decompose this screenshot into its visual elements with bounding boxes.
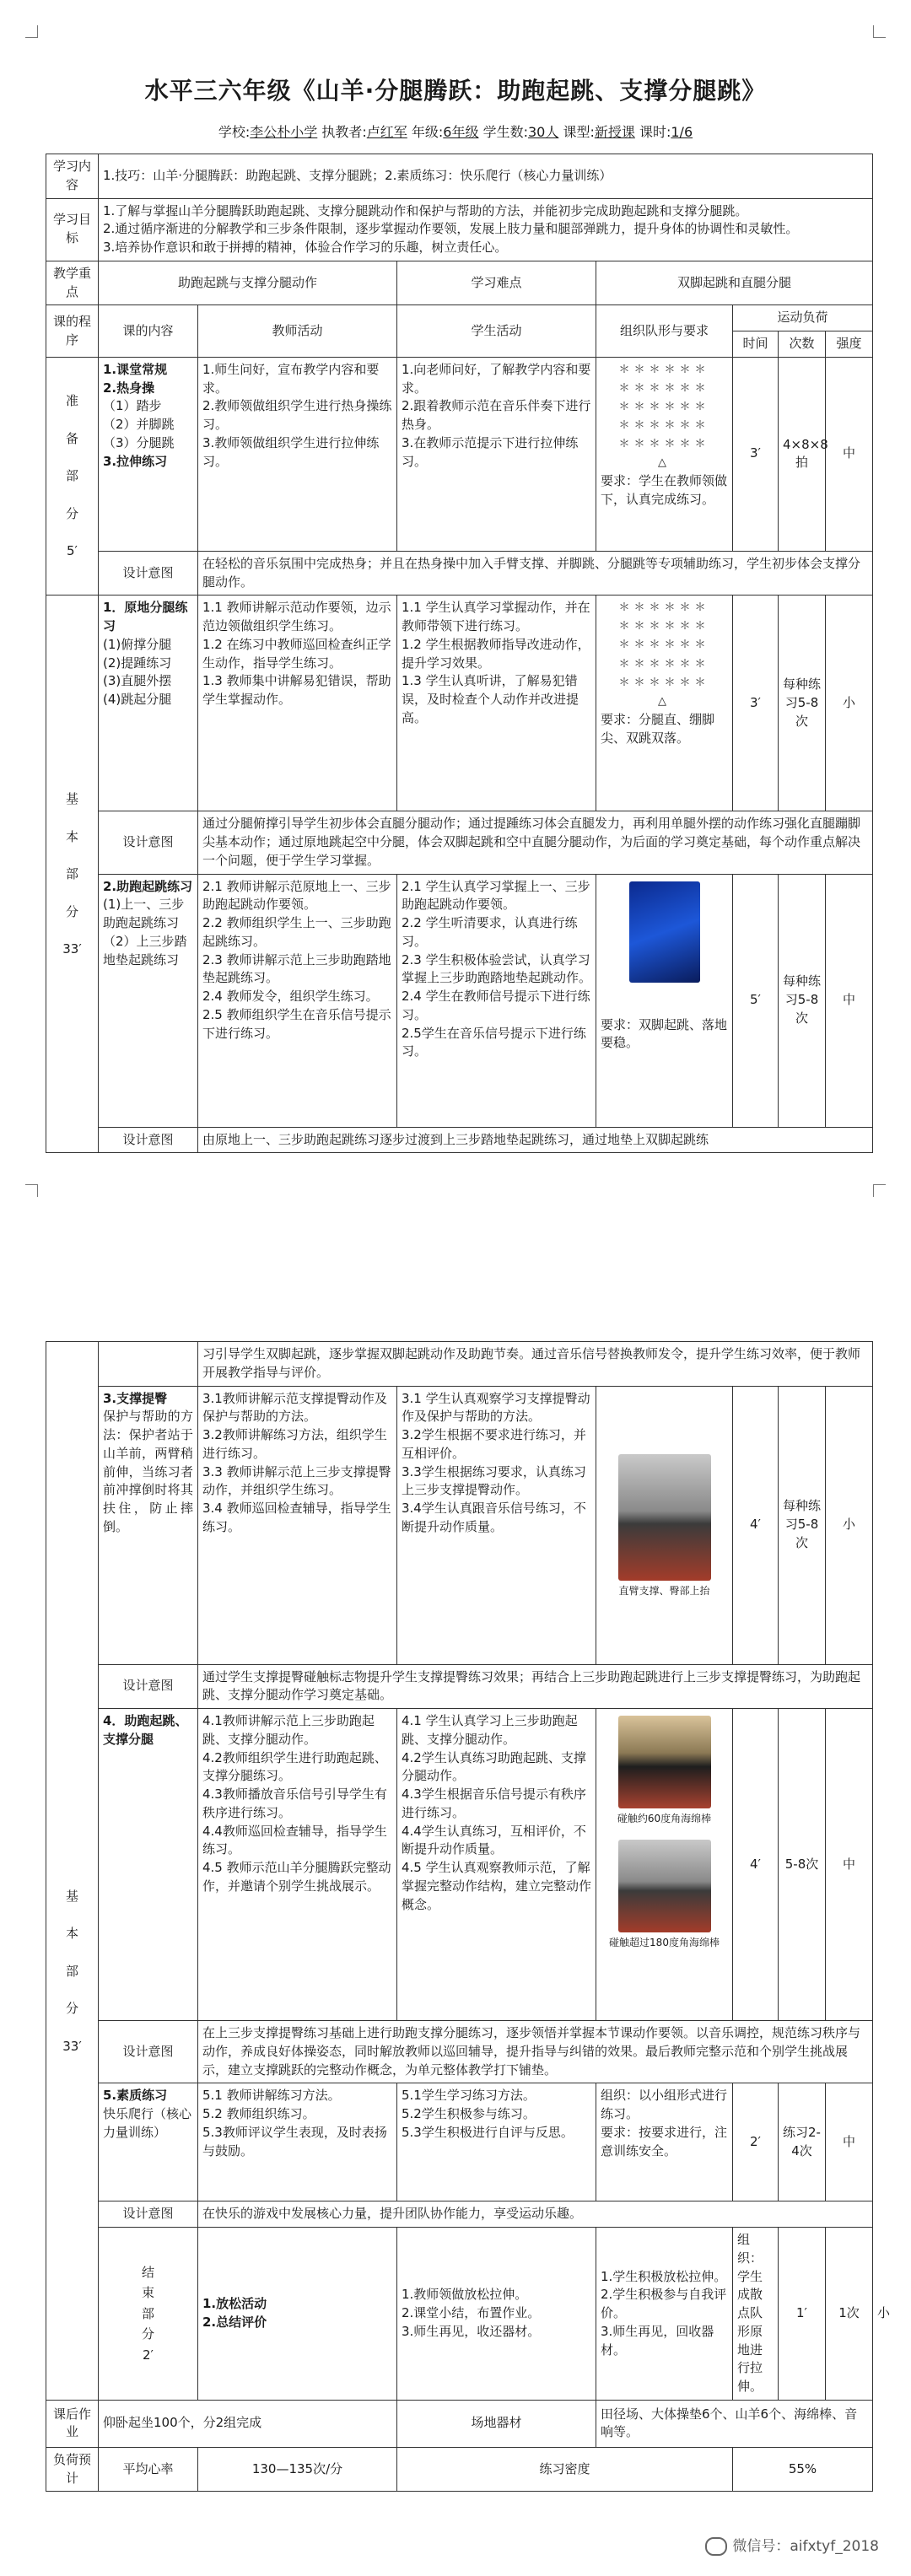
header-row <box>46 305 873 331</box>
basic3-content <box>99 1386 198 1664</box>
basic1-design: 通过分腿俯撑引导学生初步体会直腿分腿动作；通过提踵练习体会直腿发力，再利用单腿外摆的动作练习强化直腿蹦脚尖基本动作；通过原地跳起空中分腿，体会双脚起跳和空中直腿分腿动作，为后面的学习奠定基础，每个动作重点解决一个问题，便于学生学习掌握。 <box>198 811 873 874</box>
basic1-time: 3′ <box>733 595 779 811</box>
org-line: 要求：按要求进行，注意训练安全。 <box>601 2124 728 2158</box>
prep-row <box>46 357 873 551</box>
content-line: 保护与帮助的方法：保护者站于山羊前，两臂稍前伸，当练习者前冲撑倒时将其扶住，防止摔倒。 <box>103 1409 193 1534</box>
col-header-organization: 组织队形与要求 <box>596 305 733 358</box>
basic3-design: 通过学生支撑提臀碰触标志物提升学生支撑提臀练习效果；再结合上三步助跑起跳进行上三步支撑提臀练习，为助跑起跳、支撑分腿动作学习奠定基础。 <box>198 1664 873 1709</box>
grade-value: 6年级 <box>443 124 479 140</box>
col-header-teacher: 教师活动 <box>198 305 397 358</box>
stage-end <box>99 2228 198 2401</box>
design-label: 设计意图 <box>99 551 198 595</box>
homework-label: 课后作业 <box>46 2400 99 2447</box>
content-line: 1.课堂常规 <box>103 361 168 377</box>
load-row <box>46 2447 873 2492</box>
end-count: 1次 <box>826 2228 873 2401</box>
student-step: 1.2 学生根据教师指导改进动作，提升学习效果。 <box>402 636 590 671</box>
student-step: 4.1 学生认真学习上三步助跑起跳、支撑分腿动作。 <box>402 1713 578 1747</box>
content-label: 学习内容 <box>46 154 99 199</box>
document-page-2 <box>0 1282 911 2576</box>
basic3-time: 4′ <box>733 1386 779 1664</box>
stage-char: 部 <box>141 2305 154 2321</box>
basic3-row <box>46 1386 873 1664</box>
homework-text: 仰卧起坐100个，分2组完成 <box>99 2400 397 2447</box>
photo-caption: 碰触超过180度角海绵棒 <box>609 1937 720 1949</box>
student-step: 3.4学生认真跟音乐信号练习，不断提升动作质量。 <box>402 1501 586 1534</box>
basic2-design-part2: 习引导学生双脚起跳，逐步掌握双脚起跳动作及助跑节奏。通过音乐信号替换教师发令，提升学生练习效率，便于教师开展教学指导与评价。 <box>198 1342 873 1387</box>
formation-requirement: 要求：分腿直、绷脚尖、双跳双落。 <box>601 711 715 746</box>
basic3-count: 每种练习5-8次 <box>779 1386 826 1664</box>
formation-requirement: 要求：双脚起跳、落地要稳。 <box>601 1016 728 1051</box>
basic1-design-row <box>46 811 873 874</box>
content-line: （3）分腿跳 <box>103 434 175 450</box>
col-header-content: 课的内容 <box>99 305 198 358</box>
end-student <box>596 2228 733 2401</box>
vault-photo <box>618 1840 711 1932</box>
stage-char: 基 <box>65 791 78 806</box>
content-line: 3.拉伸练习 <box>103 453 168 469</box>
teacher-step: 3.3 教师讲解示范上三步支撑提臀动作，并组织学生练习。 <box>202 1463 391 1498</box>
content-line: 快乐爬行（核心力量训练） <box>103 2106 192 2140</box>
teacher-step: 4.4教师巡回检查辅导，指导学生练习。 <box>202 1823 387 1857</box>
stage-char: 部 <box>65 468 78 484</box>
basic4-content <box>99 1709 198 2021</box>
prep-teacher <box>198 357 397 551</box>
vault-photo <box>618 1716 711 1808</box>
stage-char: 结 <box>141 2264 154 2280</box>
school-value: 李公朴小学 <box>250 124 318 140</box>
goals-label: 学习目标 <box>46 198 99 261</box>
basic2-design-row <box>46 1127 873 1153</box>
goals-row <box>46 198 873 261</box>
wechat-icon <box>705 2537 727 2556</box>
meta-label: 课时: <box>639 124 671 140</box>
basic2-design-cont-row <box>46 1342 873 1387</box>
meta-label: 学生数: <box>482 124 528 140</box>
content-line: 2.总结评价 <box>202 2314 267 2330</box>
density-label: 练习密度 <box>397 2447 733 2492</box>
difficulty-text: 双脚起跳和直腿分腿 <box>596 261 873 305</box>
teacher-step: 3.1教师讲解示范支撑提臀动作及保护与帮助的方法。 <box>202 1390 387 1425</box>
student-step: 5.1学生学习练习方法。 <box>402 2088 536 2104</box>
key-row <box>46 261 873 305</box>
student-step: 3.师生再见，回收器材。 <box>601 2323 714 2358</box>
basic2-intensity: 中 <box>826 874 873 1127</box>
end-row: 结 束 部 分 2′ 1.放松活动 2.总结评价 1.教师领做放松拉伸。 2.课堂小结，布置作业。 3.师生再见，收还器材。 1.学生积极放松拉伸。 2.学生积极参与自我评价。 3.师生再见，回收器材。 组织：学生成散点队形原地进行拉伸。 1′ 1次 小 <box>46 2228 873 2401</box>
basic2-count: 每种练习5-8次 <box>779 874 826 1127</box>
basic1-teacher <box>198 595 397 811</box>
stage-char: 束 <box>141 2285 154 2301</box>
crop-mark <box>873 1184 886 1197</box>
teacher-marker: △ <box>658 694 671 708</box>
basic2-content <box>99 874 198 1127</box>
lesson-meta <box>0 121 911 141</box>
teacher-step: 3.教师领做组织学生进行拉伸练习。 <box>202 434 380 469</box>
student-step: 2.2 学生听清要求，认真进行练习。 <box>402 915 578 949</box>
teacher-step: 5.3教师评议学生表现，及时表扬与鼓励。 <box>202 2124 387 2158</box>
basic5-row <box>46 2083 873 2201</box>
basic5-intensity: 中 <box>826 2083 873 2201</box>
formation-row: ＊＊＊＊＊＊ <box>618 381 710 395</box>
col-header-intensity: 强度 <box>826 331 873 358</box>
teacher-step: 2.1 教师讲解示范原地上一、三步助跑起跳动作要领。 <box>202 878 391 913</box>
teacher-step: 4.5 教师示范山羊分腿腾跃完整动作，并邀请个别学生挑战展示。 <box>202 1860 391 1894</box>
design-label: 设计意图 <box>99 1664 198 1709</box>
stage-char: 分 <box>65 2001 78 2017</box>
teacher-step: 4.1教师讲解示范上三步助跑起跳、支撑分腿动作。 <box>202 1713 375 1747</box>
teacher-step: 1.师生问好，宣布教学内容和要求。 <box>202 361 380 396</box>
basic5-student <box>397 2083 596 2201</box>
content-line: (1)俯撑分腿 <box>103 636 172 652</box>
stage-char: 5′ <box>67 543 78 559</box>
formation-row: ＊＊＊＊＊＊ <box>618 438 710 451</box>
stage-char: 本 <box>65 1926 78 1942</box>
meta-label: 执教者: <box>321 124 367 140</box>
basic1-intensity: 小 <box>826 595 873 811</box>
student-step: 4.5 学生认真观察教师示范，了解掌握完整动作结构，建立完整动作概念。 <box>402 1860 592 1912</box>
content-line: (3)直腿外摆 <box>103 673 172 689</box>
goals-cell <box>99 198 873 261</box>
basic2-teacher <box>198 874 397 1127</box>
content-line: 1．原地分腿练习 <box>103 600 188 633</box>
teacher-step: 1.3 教师集中讲解易犯错误，帮助学生掌握动作。 <box>202 673 391 707</box>
formation-diagram <box>601 599 728 711</box>
stage-char: 本 <box>65 828 78 844</box>
basic1-content <box>99 595 198 811</box>
design-label: 设计意图 <box>99 2201 198 2228</box>
teacher-value: 卢红军 <box>366 124 407 140</box>
goal-item: 1.了解与掌握山羊分腿腾跃助跑起跳、支撑分腿跳动作和保护与帮助的方法，并能初步完成助跑起跳和支撑分腿跳。 <box>103 202 748 218</box>
formation-row: ＊＊＊＊＊＊ <box>618 639 710 652</box>
col-header-student: 学生活动 <box>397 305 596 358</box>
student-step: 4.4学生认真练习，互相评价，不断提升动作质量。 <box>402 1823 586 1857</box>
content-line: （1）踏步 <box>103 398 162 414</box>
formation-row: ＊＊＊＊＊＊ <box>618 400 710 413</box>
basic3-formation <box>596 1386 733 1664</box>
prep-formation <box>596 357 733 551</box>
content-line: （2）上三步踏地垫起跳练习 <box>103 933 187 967</box>
teacher-step: 2.教师领做组织学生进行热身操练习。 <box>202 398 392 432</box>
basic2-design-part1: 由原地上一、三步助跑起跳练习逐步过渡到上三步踏地垫起跳练习，通过地垫上双脚起跳练 <box>198 1127 873 1153</box>
design-label: 设计意图 <box>99 811 198 874</box>
meta-label: 年级: <box>411 124 444 140</box>
teacher-step: 1.2 在练习中教师巡回检查纠正学生动作，指导学生练习。 <box>202 636 391 671</box>
teacher-step: 2.3 教师讲解示范上三步助跑踏地垫起跳练习。 <box>202 951 391 986</box>
student-step: 5.3学生积极进行自评与反思。 <box>402 2124 574 2140</box>
basic5-teacher <box>198 2083 397 2201</box>
students-value: 30人 <box>527 124 559 140</box>
design-label: 设计意图 <box>99 1127 198 1153</box>
basic3-teacher <box>198 1386 397 1664</box>
student-step: 1.向老师问好，了解教学内容和要求。 <box>402 361 591 396</box>
student-step: 4.2学生认真练习助跑起跳、支撑分腿动作。 <box>402 1749 586 1784</box>
watermark-text: 微信号：aifxtyf_2018 <box>732 2538 879 2555</box>
basic4-design-row <box>46 2021 873 2083</box>
lesson-type-value: 新授课 <box>594 124 635 140</box>
basic4-teacher <box>198 1709 397 2021</box>
col-header-part: 课的程序 <box>46 305 99 358</box>
teacher-step: 2.4 教师发令，组织学生练习。 <box>202 989 379 1004</box>
meta-label: 学校: <box>218 124 251 140</box>
stage-char: 基 <box>65 1888 78 1904</box>
crop-mark <box>25 25 38 38</box>
content-line: 1.放松活动 <box>202 2296 267 2312</box>
content-line: （2）并脚跳 <box>103 417 175 432</box>
stage-char: 分 <box>65 903 78 919</box>
venue-label: 场地器材 <box>397 2400 596 2447</box>
basic1-formation <box>596 595 733 811</box>
end-org: 组织：学生成散点队形原地进行拉伸。 <box>733 2228 779 2401</box>
photo-caption: 直臂支撑、臀部上抬 <box>618 1585 710 1598</box>
content-line: 2.助跑起跳练习 <box>103 878 193 894</box>
basic5-design-row <box>46 2201 873 2228</box>
stage-char: 备 <box>65 430 78 446</box>
basic2-student <box>397 874 596 1127</box>
prep-intensity: 中 <box>826 357 873 551</box>
teacher-step: 1.教师领做放松拉伸。 <box>402 2287 528 2303</box>
col-header-count: 次数 <box>779 331 826 358</box>
stage-char: 准 <box>65 393 78 409</box>
document-page-1 <box>0 0 911 1215</box>
col-header-time: 时间 <box>733 331 779 358</box>
teacher-step: 4.2教师组织学生进行助跑起跳、支撑分腿练习。 <box>202 1749 387 1784</box>
teacher-marker: △ <box>658 456 671 470</box>
teacher-step: 3.师生再见，收还器材。 <box>402 2323 541 2339</box>
basic3-student <box>397 1386 596 1664</box>
teacher-step: 3.2教师讲解练习方法，组织学生进行练习。 <box>202 1427 387 1461</box>
formation-row: ＊＊＊＊＊＊ <box>618 419 710 433</box>
student-step: 3.1 学生认真观察学习支撑提臀动作及保护与帮助的方法。 <box>402 1390 590 1425</box>
basic4-student <box>397 1709 596 2021</box>
basic4-count: 5-8次 <box>779 1709 826 2021</box>
heart-rate-value: 130—135次/分 <box>198 2447 397 2492</box>
formation-row: ＊＊＊＊＊＊ <box>618 620 710 633</box>
formation-diagram <box>601 361 728 473</box>
student-step: 3.在教师示范提示下进行拉伸练习。 <box>402 434 579 469</box>
formation-row: ＊＊＊＊＊＊ <box>618 676 710 689</box>
teacher-step: 4.3教师播放音乐信号引导学生有秩序进行练习。 <box>202 1786 387 1820</box>
end-time: 1′ <box>779 2228 826 2401</box>
stage-basic <box>46 595 99 1153</box>
stage-char: 2′ <box>143 2347 154 2363</box>
support-photo <box>618 1454 711 1581</box>
load-label: 负荷预计 <box>46 2447 99 2492</box>
stage-char: 分 <box>65 505 78 521</box>
lesson-plan-table-page1 <box>46 154 873 1153</box>
basic3-design-row <box>46 1664 873 1709</box>
basic5-design: 在快乐的游戏中发展核心力量，提升团队协作能力，享受运动乐趣。 <box>198 2201 873 2228</box>
teacher-step: 2.课堂小结，布置作业。 <box>402 2305 541 2320</box>
content-line: (1)上一、三步助跑起跳练习 <box>103 897 185 930</box>
key-label: 教学重点 <box>46 261 99 305</box>
lesson-number-value: 1/6 <box>671 124 693 140</box>
basic2-formation <box>596 874 733 1127</box>
basic1-count: 每种练习5-8次 <box>779 595 826 811</box>
formation-requirement: 要求：学生在教师领做下，认真完成练习。 <box>601 473 728 508</box>
prep-student <box>397 357 596 551</box>
stage-char: 部 <box>65 1963 78 1979</box>
homework-row <box>46 2400 873 2447</box>
photo-caption: 碰触约60度角海绵棒 <box>617 1813 712 1824</box>
teacher-step: 2.2 教师组织学生上一、三步助跑起跳练习。 <box>202 915 391 949</box>
difficulty-label: 学习难点 <box>397 261 596 305</box>
wechat-watermark <box>705 2534 879 2556</box>
content-line: 2.热身操 <box>103 380 155 396</box>
teacher-step: 5.2 教师组织练习。 <box>202 2106 315 2121</box>
empty-cell <box>99 1342 198 1387</box>
basic4-time: 4′ <box>733 1709 779 2021</box>
document-title: 水平三六年级《山羊·分腿腾跃：助跑起跳、支撑分腿跳》 <box>144 77 767 105</box>
student-step: 2.5学生在音乐信号提示下进行练习。 <box>402 1025 586 1059</box>
student-step: 5.2学生积极参与练习。 <box>402 2106 536 2121</box>
key-text: 助跑起跳与支撑分腿动作 <box>99 261 397 305</box>
col-header-load: 运动负荷 <box>733 305 873 331</box>
end-content <box>198 2228 397 2401</box>
crop-mark <box>873 25 886 38</box>
basic2-row <box>46 874 873 1127</box>
prep-content <box>99 357 198 551</box>
formation-row: ＊＊＊＊＊＊ <box>618 657 710 671</box>
heart-rate-label: 平均心率 <box>99 2447 198 2492</box>
student-step: 2.学生积极参与自我评价。 <box>601 2287 727 2320</box>
basic4-design: 在上三步支撑提臀练习基础上进行助跑支撑分腿练习，逐步领悟并掌握本节课动作要领。以音乐调控，规范练习秩序与动作，养成良好体操姿态，同时解放教师以巡回辅导，提升指导与纠错的效果。最后教师完整示范和个别学生挑战展示，建立支撑跳跃的完整动作概念，为单元整体教学打下铺垫。 <box>198 2021 873 2083</box>
formation-row: ＊＊＊＊＊＊ <box>618 601 710 615</box>
content-text: 1.技巧：山羊·分腿腾跃：助跑起跳、支撑分腿跳；2.素质练习：快乐爬行（核心力量训练） <box>99 154 873 199</box>
meta-label: 课型: <box>563 124 595 140</box>
goal-item: 3.培养协作意识和敢于拼搏的精神，体验合作学习的乐趣，树立责任心。 <box>103 240 508 255</box>
prep-count: 4×8×8拍 <box>779 357 826 551</box>
teacher-step: 3.4 教师巡回检查辅导，指导学生练习。 <box>202 1501 391 1534</box>
student-step: 2.4 学生在教师信号提示下进行练习。 <box>402 989 590 1022</box>
stage-char: 33′ <box>62 941 82 957</box>
content-line: 4．助跑起跳、支撑分腿 <box>103 1713 188 1747</box>
student-step: 3.3学生根据练习要求，认真练习上三步支撑提臀动作。 <box>402 1463 586 1498</box>
formation-row: ＊＊＊＊＊＊ <box>618 363 710 376</box>
stage-basic-cont <box>46 1342 99 2401</box>
prep-time: 3′ <box>733 357 779 551</box>
prep-design-row <box>46 551 873 595</box>
basic2-time: 5′ <box>733 874 779 1127</box>
goal-item: 2.通过循序渐进的分解教学和三步条件限制，逐步掌握动作要领，发展上肢力量和腿部弹跳力，提升身体的协调性和灵敏性。 <box>103 221 799 237</box>
student-step: 3.2学生根据不要求进行练习，并互相评价。 <box>402 1427 586 1461</box>
student-step: 2.跟着教师示范在音乐伴奏下进行热身。 <box>402 398 591 432</box>
basic4-formation <box>596 1709 733 2021</box>
end-teacher <box>397 2228 596 2401</box>
teacher-step: 2.5 教师组织学生在音乐信号提示下进行练习。 <box>202 1006 391 1041</box>
content-row <box>46 154 873 199</box>
content-line: (2)提踵练习 <box>103 655 172 671</box>
basic5-org <box>596 2083 733 2201</box>
stage-char: 分 <box>141 2326 154 2342</box>
student-step: 1.学生积极放松拉伸。 <box>601 2268 727 2284</box>
venue-text: 田径场、大体操垫6个、山羊6个、海绵棒、音响等。 <box>596 2400 873 2447</box>
basic5-count: 练习2-4次 <box>779 2083 826 2201</box>
content-line: (4)跳起分腿 <box>103 692 172 707</box>
basic1-row <box>46 595 873 811</box>
basic4-intensity: 中 <box>826 1709 873 2021</box>
org-line: 组织：以小组形式进行练习。 <box>601 2088 728 2121</box>
basic5-time: 2′ <box>733 2083 779 2201</box>
student-step: 1.1 学生认真学习掌握动作，并在教师带领下进行练习。 <box>402 600 590 633</box>
mat-photo <box>629 881 700 983</box>
density-value: 55% <box>733 2447 873 2492</box>
stage-prep <box>46 357 99 595</box>
basic5-content <box>99 2083 198 2201</box>
crop-mark <box>25 1184 38 1197</box>
stage-char: 33′ <box>62 2038 82 2054</box>
student-step: 2.1 学生认真学习掌握上一、三步助跑起跳动作要领。 <box>402 878 590 913</box>
prep-design: 在轻松的音乐氛围中完成热身；并且在热身操中加入手臂支撑、并脚跳、分腿跳等专项辅助练习，学生初步体会支撑分腿动作。 <box>198 551 873 595</box>
student-step: 2.3 学生积极体验尝试，认真学习掌握上三步助跑踏地垫起跳动作。 <box>402 951 592 986</box>
student-step: 1.3 学生认真听讲，了解易犯错误，及时检查个人动作并改进提高。 <box>402 673 579 725</box>
content-line: 5.素质练习 <box>103 2088 168 2104</box>
student-step: 4.3学生根据音乐信号提示有秩序进行练习。 <box>402 1786 586 1820</box>
basic3-intensity: 小 <box>826 1386 873 1664</box>
stage-char: 部 <box>65 866 78 881</box>
content-line: 3.支撑提臀 <box>103 1390 168 1406</box>
teacher-step: 1.1 教师讲解示范动作要领，边示范边领做组织学生练习。 <box>202 600 391 633</box>
basic4-row <box>46 1709 873 2021</box>
teacher-step: 5.1 教师讲解练习方法。 <box>202 2088 341 2104</box>
basic1-student <box>397 595 596 811</box>
lesson-plan-table-page2 <box>46 1341 891 2492</box>
design-label: 设计意图 <box>99 2021 198 2083</box>
